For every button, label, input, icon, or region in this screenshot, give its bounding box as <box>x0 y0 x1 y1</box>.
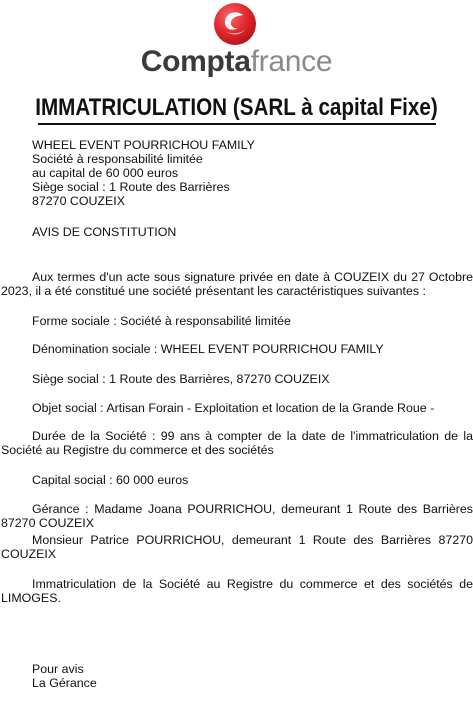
objet-social: Objet social : Artisan Forain - Exploitation et location de la Grande Roue - <box>32 401 435 415</box>
logo-sphere-icon <box>213 2 257 46</box>
duree-societe: Durée de la Société : 99 ans à compter de la date de l'immatriculation de la Société au Registre du commerce et des sociétés <box>1 429 473 457</box>
logo-wordmark <box>0 45 473 79</box>
closing-la-gerance: La Gérance <box>32 676 97 690</box>
logo-wordmark-strong: Compta <box>140 45 251 78</box>
company-address: Siège social : 1 Route des Barrières <box>32 180 230 194</box>
closing-pour-avis: Pour avis <box>32 662 84 676</box>
gerance-madame: Gérance : Madame Joana POURRICHOU, demeurant 1 Route des Barrières 87270 COUZEIX <box>1 502 473 530</box>
company-postcode: 87270 COUZEIX <box>32 194 125 208</box>
immatriculation-paragraph: Immatriculation de la Société au Registre du commerce et des sociétés de LIMOGES. <box>1 577 473 605</box>
logo-wordmark-light: france <box>250 45 333 78</box>
company-name: WHEEL EVENT POURRICHOU FAMILY <box>32 138 255 152</box>
notice-body <box>1 138 473 690</box>
denomination-sociale: Dénomination sociale : WHEEL EVENT POURRICHOU FAMILY <box>32 342 384 356</box>
capital-social: Capital social : 60 000 euros <box>32 473 189 487</box>
company-capital: au capital de 60 000 euros <box>32 166 179 180</box>
company-form: Société à responsabilité limitée <box>32 152 203 166</box>
intro-paragraph: Aux termes d'un acte sous signature privée en date à COUZEIX du 27 Octobre 2023, il a été constitué une société présentant les caractéristiques suivantes : <box>1 270 473 298</box>
title-underline <box>38 123 436 125</box>
forme-sociale: Forme sociale : Société à responsabilité limitée <box>32 314 291 328</box>
gerance-monsieur: Monsieur Patrice POURRICHOU, demeurant 1 Route des Barrières 87270 COUZEIX <box>1 533 473 561</box>
siege-social: Siège social : 1 Route des Barrières, 87270 COUZEIX <box>32 372 330 386</box>
comptafrance-logo <box>0 0 473 84</box>
avis-heading: AVIS DE CONSTITUTION <box>32 225 177 239</box>
page-title: IMMATRICULATION (SARL à capital Fixe) <box>35 94 438 121</box>
